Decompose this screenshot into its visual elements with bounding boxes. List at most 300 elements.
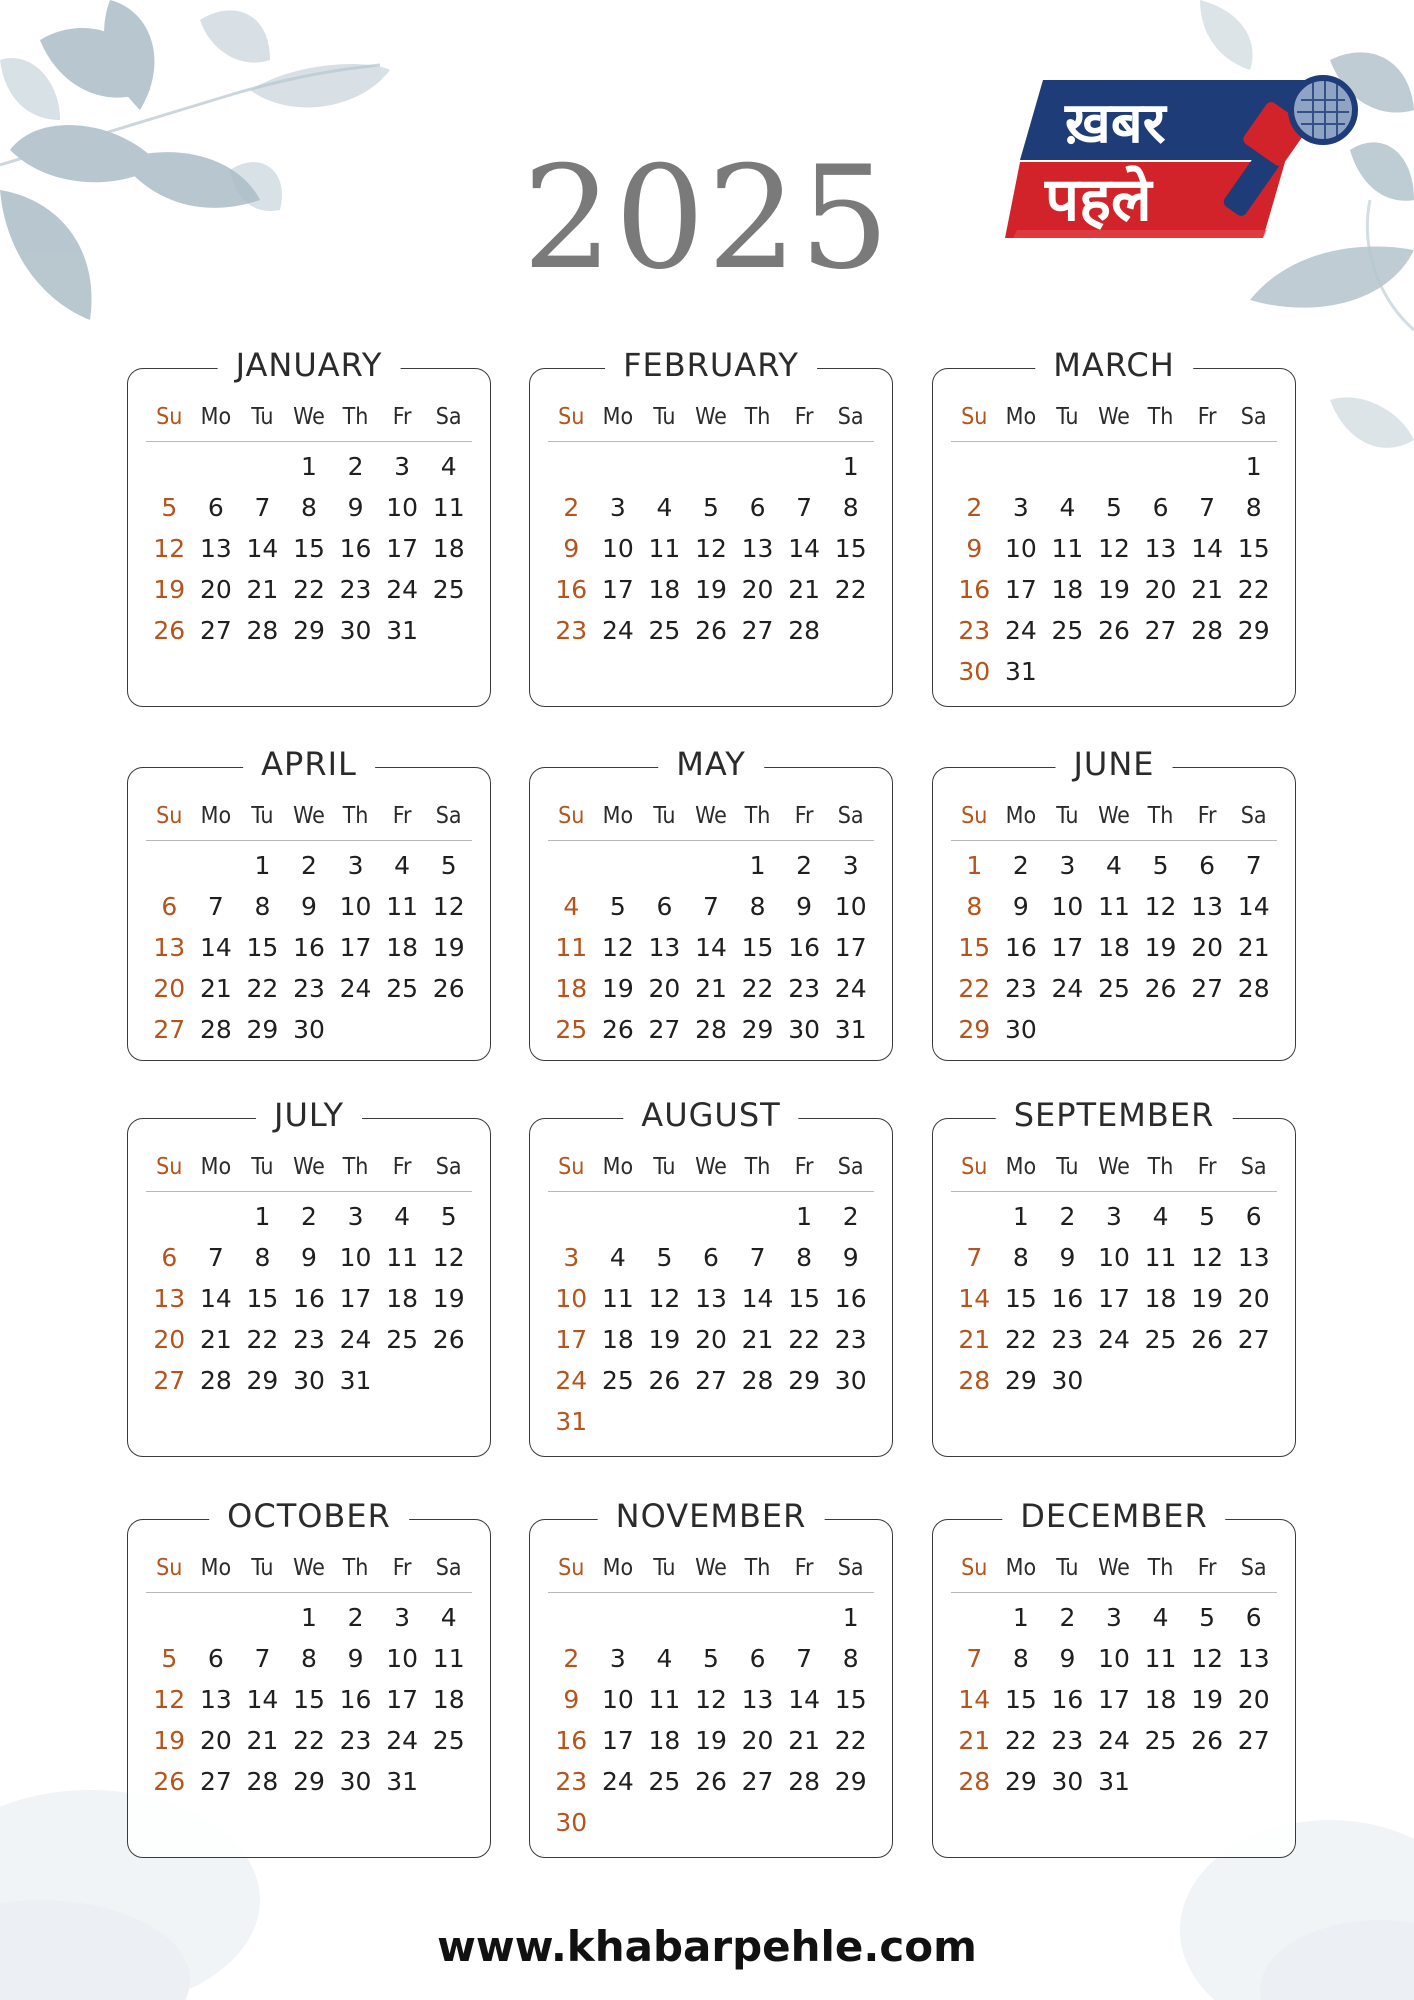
day-cell: 17 (386, 534, 419, 563)
day-cell: 23 (834, 1325, 867, 1354)
day-cell: 5 (703, 1644, 719, 1673)
day-cell: 27 (199, 616, 232, 645)
day-cell: 22 (1237, 575, 1270, 604)
month-card-july (127, 1096, 491, 1457)
day-cell: 6 (1199, 851, 1216, 880)
day-cell: 16 (834, 1284, 867, 1313)
day-cell: 8 (749, 892, 766, 921)
day-cell: 29 (1004, 1366, 1037, 1395)
day-cell: 24 (601, 1767, 634, 1796)
day-cell: 15 (741, 933, 774, 962)
day-cell: 19 (432, 933, 465, 962)
day-cell-sunday: 5 (161, 493, 178, 522)
weekday-label: Sa (435, 1555, 462, 1581)
day-cell: 18 (432, 534, 465, 563)
day-cell: 10 (1098, 1243, 1130, 1272)
day-cell: 7 (254, 493, 271, 522)
day-cell: 25 (648, 616, 681, 645)
day-cell: 23 (339, 575, 372, 604)
day-cell: 9 (301, 1243, 317, 1272)
day-cell-sunday: 20 (153, 974, 186, 1003)
weekday-label: Th (1147, 404, 1174, 430)
month-card-october (127, 1497, 491, 1858)
day-cell: 25 (1144, 1325, 1177, 1354)
day-cell: 28 (1237, 974, 1270, 1003)
header-divider (548, 1191, 874, 1192)
day-cell: 27 (741, 1767, 774, 1796)
day-cell-sunday: 28 (958, 1366, 991, 1395)
month-calendar (951, 798, 1277, 1050)
day-cell: 8 (842, 1644, 859, 1673)
weekday-label: Fr (794, 1154, 814, 1180)
day-cell: 26 (1144, 974, 1177, 1003)
day-cell: 1 (1012, 1202, 1029, 1231)
weekday-label: Tu (251, 1154, 274, 1180)
day-cell: 31 (339, 1366, 372, 1395)
day-cell: 23 (293, 1325, 325, 1354)
day-cell: 9 (842, 1243, 859, 1272)
weekday-label: Sa (435, 404, 462, 430)
day-cell: 11 (1051, 534, 1084, 563)
weekday-label: Mo (602, 404, 634, 430)
weekday-label: Th (342, 1154, 369, 1180)
day-cell: 21 (246, 575, 279, 604)
day-cell: 2 (1059, 1603, 1076, 1632)
day-cell-sunday: 13 (153, 1284, 186, 1313)
day-cell: 5 (1199, 1603, 1216, 1632)
month-card-november (529, 1497, 893, 1858)
day-cell: 8 (254, 1243, 271, 1272)
weekday-header-row (146, 798, 472, 834)
weekday-label: Fr (392, 803, 412, 829)
day-cell: 27 (648, 1015, 681, 1044)
day-cell: 21 (695, 974, 727, 1003)
weekday-label: Sa (837, 1555, 864, 1581)
day-cell: 30 (293, 1015, 325, 1044)
weekday-label: Mo (1005, 803, 1037, 829)
day-cell: 10 (1098, 1644, 1130, 1673)
day-cell: 17 (834, 933, 867, 962)
weekday-label: Fr (392, 1154, 412, 1180)
day-cell-sunday: 30 (555, 1808, 588, 1837)
weekday-label: Su (558, 803, 585, 829)
header-divider (548, 441, 874, 442)
day-cell: 10 (1004, 534, 1037, 563)
day-cell: 20 (1237, 1284, 1270, 1313)
day-cell: 15 (246, 1284, 279, 1313)
day-cell: 28 (199, 1015, 232, 1044)
weekday-label: Su (961, 803, 988, 829)
day-cell: 19 (1191, 1284, 1224, 1313)
day-cell: 20 (1191, 933, 1224, 962)
year-title: 2025 (522, 136, 892, 301)
day-cell: 8 (796, 1243, 813, 1272)
day-cell: 12 (695, 534, 727, 563)
day-cell: 19 (1191, 1685, 1224, 1714)
day-cell: 31 (386, 616, 419, 645)
day-cell: 6 (207, 493, 224, 522)
day-cell: 22 (246, 974, 279, 1003)
weekday-header-row (951, 798, 1277, 834)
day-cell: 10 (601, 1685, 634, 1714)
day-cell: 29 (834, 1767, 867, 1796)
day-cell: 4 (394, 851, 411, 880)
day-cell-sunday: 8 (966, 892, 983, 921)
day-cell: 22 (1004, 1726, 1037, 1755)
weekday-label: We (695, 803, 727, 829)
day-cell: 30 (339, 616, 372, 645)
day-cell: 2 (301, 851, 317, 880)
day-cell: 10 (1051, 892, 1084, 921)
day-cell: 1 (301, 1603, 317, 1632)
weekday-label: Mo (200, 1154, 232, 1180)
day-cell: 5 (1152, 851, 1169, 880)
month-calendar (548, 1550, 874, 1843)
month-name: FEBRUARY (605, 347, 817, 383)
day-cell: 6 (1245, 1202, 1262, 1231)
weekday-label: Mo (1005, 1154, 1037, 1180)
weekday-header-row (146, 1149, 472, 1185)
day-cell: 5 (440, 851, 457, 880)
day-cell: 4 (440, 452, 457, 481)
month-name: AUGUST (623, 1097, 798, 1133)
weekday-label: Mo (200, 404, 232, 430)
day-cell: 26 (601, 1015, 634, 1044)
weekday-label: Sa (435, 803, 462, 829)
day-cell-sunday: 7 (966, 1644, 983, 1673)
weekday-label: Sa (1240, 1555, 1267, 1581)
day-cell: 20 (1144, 575, 1177, 604)
day-cell-sunday: 19 (153, 575, 186, 604)
month-card-may (529, 745, 893, 1061)
day-cell: 7 (1199, 493, 1216, 522)
day-cell: 19 (695, 1726, 727, 1755)
day-cell: 10 (834, 892, 867, 921)
day-cell: 25 (1144, 1726, 1177, 1755)
day-cell: 25 (432, 1726, 465, 1755)
header-divider (548, 1592, 874, 1593)
month-calendar (548, 1149, 874, 1442)
day-cell-sunday: 6 (161, 892, 178, 921)
day-cell: 7 (796, 1644, 813, 1673)
day-cell: 8 (1012, 1243, 1029, 1272)
day-cell: 24 (601, 616, 634, 645)
day-grid (146, 1196, 472, 1401)
website-url: www.khabarpehle.com (437, 1922, 977, 1971)
day-cell: 8 (301, 493, 317, 522)
day-cell: 7 (207, 1243, 224, 1272)
day-cell: 28 (695, 1015, 727, 1044)
day-cell: 12 (1144, 892, 1177, 921)
day-cell: 30 (1004, 1015, 1037, 1044)
day-cell-sunday: 23 (958, 616, 991, 645)
day-cell: 26 (695, 1767, 727, 1796)
day-cell: 7 (254, 1644, 271, 1673)
day-cell: 8 (1012, 1644, 1029, 1673)
day-cell: 18 (601, 1325, 634, 1354)
weekday-label: Sa (1240, 404, 1267, 430)
day-cell: 26 (1098, 616, 1130, 645)
month-calendar (146, 1149, 472, 1401)
weekday-label: Tu (653, 404, 676, 430)
day-cell: 22 (293, 1726, 325, 1755)
day-cell: 28 (788, 616, 821, 645)
month-card-january (127, 346, 491, 707)
day-grid (951, 1196, 1277, 1401)
day-cell: 19 (601, 974, 634, 1003)
day-cell: 28 (788, 1767, 821, 1796)
day-cell: 24 (1098, 1325, 1130, 1354)
day-cell: 15 (293, 534, 325, 563)
day-cell-sunday: 2 (563, 1644, 580, 1673)
day-cell: 18 (1144, 1284, 1177, 1313)
day-cell: 9 (301, 892, 317, 921)
weekday-label: Sa (1240, 803, 1267, 829)
day-cell: 13 (1237, 1243, 1270, 1272)
day-cell: 26 (432, 974, 465, 1003)
day-cell: 1 (301, 452, 317, 481)
day-cell: 18 (386, 933, 419, 962)
month-calendar (951, 1550, 1277, 1802)
weekday-label: Mo (1005, 1555, 1037, 1581)
day-cell: 20 (199, 1726, 232, 1755)
day-cell: 16 (339, 1685, 372, 1714)
day-cell-sunday: 22 (958, 974, 991, 1003)
day-cell: 18 (648, 1726, 681, 1755)
day-cell-sunday: 7 (966, 1243, 983, 1272)
month-name: NOVEMBER (598, 1498, 825, 1534)
day-cell: 26 (695, 616, 727, 645)
day-cell: 13 (648, 933, 681, 962)
day-cell: 27 (199, 1767, 232, 1796)
day-cell: 14 (199, 933, 232, 962)
day-cell: 23 (1004, 974, 1037, 1003)
day-cell: 5 (1106, 493, 1122, 522)
weekday-label: We (1098, 803, 1130, 829)
weekday-label: Mo (602, 803, 634, 829)
header-divider (146, 1191, 472, 1192)
day-cell: 17 (1098, 1685, 1130, 1714)
day-cell: 29 (741, 1015, 774, 1044)
day-cell: 3 (347, 1202, 364, 1231)
weekday-label: Tu (653, 1154, 676, 1180)
day-cell: 19 (1098, 575, 1130, 604)
day-cell: 11 (1144, 1243, 1177, 1272)
day-cell: 1 (749, 851, 766, 880)
day-cell: 24 (339, 974, 372, 1003)
day-cell: 17 (339, 933, 372, 962)
day-cell: 1 (842, 452, 859, 481)
day-cell-sunday: 9 (563, 534, 580, 563)
day-cell: 16 (339, 534, 372, 563)
day-cell: 25 (1098, 974, 1130, 1003)
day-cell: 22 (834, 575, 867, 604)
month-card-june (932, 745, 1296, 1061)
logo-line2: पहले (1045, 165, 1152, 235)
weekday-label: Fr (1197, 803, 1217, 829)
month-name: SEPTEMBER (996, 1097, 1233, 1133)
day-cell: 23 (1051, 1325, 1084, 1354)
day-cell: 16 (293, 1284, 325, 1313)
weekday-label: Tu (653, 803, 676, 829)
day-cell: 30 (1051, 1767, 1084, 1796)
day-cell: 2 (301, 1202, 317, 1231)
weekday-label: We (293, 1154, 325, 1180)
day-cell: 16 (1051, 1284, 1084, 1313)
weekday-label: Th (744, 803, 771, 829)
month-calendar (146, 1550, 472, 1802)
month-name: OCTOBER (209, 1498, 409, 1534)
day-cell: 9 (347, 493, 364, 522)
day-cell-sunday: 3 (563, 1243, 580, 1272)
day-cell: 7 (703, 892, 719, 921)
weekday-header-row (951, 1149, 1277, 1185)
day-cell: 1 (796, 1202, 813, 1231)
day-cell: 6 (1245, 1603, 1262, 1632)
month-calendar (951, 399, 1277, 692)
day-cell-sunday: 18 (555, 974, 588, 1003)
day-cell: 6 (749, 1644, 766, 1673)
month-card-april (127, 745, 491, 1061)
weekday-label: Tu (1056, 1555, 1079, 1581)
weekday-label: Su (961, 1154, 988, 1180)
day-cell: 17 (1051, 933, 1084, 962)
day-cell: 16 (1051, 1685, 1084, 1714)
weekday-label: Sa (837, 803, 864, 829)
weekday-label: Su (156, 404, 183, 430)
day-cell: 3 (1059, 851, 1076, 880)
day-cell: 29 (1237, 616, 1270, 645)
day-cell: 9 (1012, 892, 1029, 921)
day-cell: 15 (293, 1685, 325, 1714)
day-cell-sunday: 26 (153, 616, 186, 645)
day-cell: 29 (293, 1767, 325, 1796)
day-cell: 23 (293, 974, 325, 1003)
day-cell-sunday: 11 (555, 933, 588, 962)
weekday-label: We (293, 1555, 325, 1581)
day-cell-sunday: 16 (555, 1726, 588, 1755)
day-cell: 16 (788, 933, 821, 962)
day-cell: 21 (199, 1325, 232, 1354)
day-cell-sunday: 25 (555, 1015, 588, 1044)
day-cell-sunday: 23 (555, 616, 588, 645)
day-cell: 4 (1106, 851, 1122, 880)
day-cell: 14 (199, 1284, 232, 1313)
day-cell: 23 (1051, 1726, 1084, 1755)
day-grid (146, 446, 472, 651)
day-cell: 3 (394, 452, 411, 481)
day-cell-sunday: 16 (958, 575, 991, 604)
month-name: MAY (658, 746, 764, 782)
day-cell-sunday: 6 (161, 1243, 178, 1272)
month-card-march (932, 346, 1296, 707)
weekday-label: We (1098, 1154, 1130, 1180)
day-cell: 27 (695, 1366, 727, 1395)
day-cell: 14 (1237, 892, 1270, 921)
day-cell: 28 (246, 616, 279, 645)
header-divider (951, 1592, 1277, 1593)
day-cell: 13 (1237, 1644, 1270, 1673)
month-name: JULY (256, 1097, 362, 1133)
day-cell: 8 (1245, 493, 1262, 522)
day-cell: 11 (1144, 1644, 1177, 1673)
day-cell: 11 (432, 493, 465, 522)
day-cell: 14 (741, 1284, 774, 1313)
day-cell: 24 (1004, 616, 1037, 645)
day-cell-sunday: 5 (161, 1644, 178, 1673)
weekday-label: Su (558, 404, 585, 430)
day-cell: 31 (1098, 1767, 1130, 1796)
day-cell: 12 (648, 1284, 681, 1313)
day-cell: 16 (293, 933, 325, 962)
day-cell-sunday: 2 (563, 493, 580, 522)
day-grid (951, 845, 1277, 1050)
weekday-label: Mo (602, 1555, 634, 1581)
day-cell: 3 (1106, 1603, 1122, 1632)
day-cell: 5 (1199, 1202, 1216, 1231)
weekday-label: We (293, 404, 325, 430)
day-cell-sunday: 21 (958, 1726, 991, 1755)
weekday-label: Fr (1197, 1555, 1217, 1581)
day-cell-sunday: 10 (555, 1284, 588, 1313)
day-grid (951, 1597, 1277, 1802)
day-cell: 1 (842, 1603, 859, 1632)
day-cell-sunday: 23 (555, 1767, 588, 1796)
day-cell: 13 (1191, 892, 1224, 921)
weekday-header-row (548, 1149, 874, 1185)
day-cell: 21 (788, 1726, 821, 1755)
day-cell: 2 (1012, 851, 1029, 880)
weekday-label: Th (1147, 1555, 1174, 1581)
weekday-header-row (548, 399, 874, 435)
day-cell-sunday: 14 (958, 1284, 991, 1313)
day-cell: 13 (695, 1284, 727, 1313)
day-cell: 18 (648, 575, 681, 604)
day-cell: 6 (703, 1243, 719, 1272)
day-cell: 17 (1098, 1284, 1130, 1313)
weekday-label: Fr (1197, 1154, 1217, 1180)
day-cell-sunday: 20 (153, 1325, 186, 1354)
day-cell: 4 (1152, 1202, 1169, 1231)
day-grid (146, 845, 472, 1050)
weekday-label: Th (744, 1154, 771, 1180)
day-cell: 2 (842, 1202, 859, 1231)
day-cell: 25 (601, 1366, 634, 1395)
month-calendar (146, 399, 472, 651)
day-cell-sunday: 27 (153, 1015, 186, 1044)
day-cell: 25 (386, 974, 419, 1003)
day-cell: 15 (1004, 1685, 1037, 1714)
day-cell-sunday: 30 (958, 657, 991, 686)
month-card-february (529, 346, 893, 707)
header-divider (951, 441, 1277, 442)
weekday-header-row (548, 798, 874, 834)
day-cell: 12 (695, 1685, 727, 1714)
weekday-header-row (951, 399, 1277, 435)
day-cell: 4 (656, 493, 673, 522)
weekday-label: Sa (1240, 1154, 1267, 1180)
day-cell: 22 (246, 1325, 279, 1354)
weekday-label: Mo (200, 803, 232, 829)
day-cell: 22 (788, 1325, 821, 1354)
day-cell: 17 (339, 1284, 372, 1313)
day-cell: 3 (609, 1644, 626, 1673)
day-cell: 13 (199, 534, 232, 563)
day-cell: 15 (1237, 534, 1270, 563)
day-cell: 26 (1191, 1726, 1224, 1755)
weekday-label: Sa (837, 404, 864, 430)
weekday-label: Su (156, 1555, 183, 1581)
